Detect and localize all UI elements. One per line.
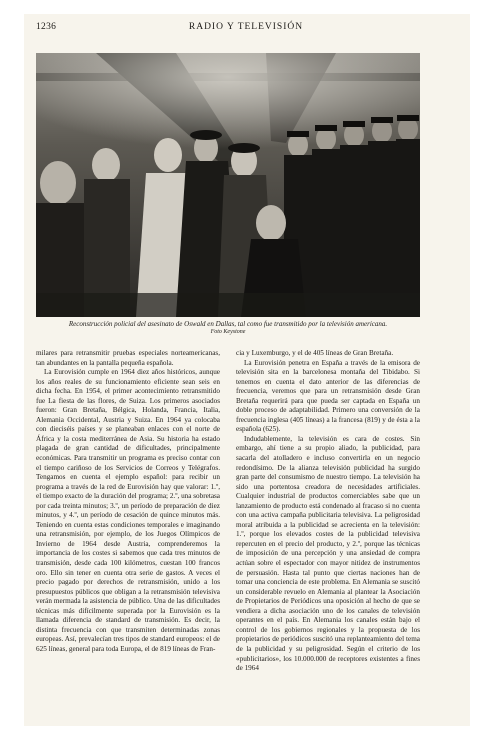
- running-head: [36, 22, 456, 36]
- right-column: [236, 349, 420, 674]
- paragraph: cia y Luxemburgo, y el de 405 líneas de Gran Bretaña.: [236, 349, 394, 357]
- photo-illustration: [36, 53, 420, 317]
- paragraph: La Eurovisión penetra en España a través de la emisora de televisión sita en la barcelonesa montaña del Tibidabo. Si tenemos en cuenta el dato anterior de las diferencias de frecuencia, veremos que para un retransmisión desde Gran Bretaña requerirá para que pueda ser captada en España un doble proceso de adaptabilidad. Primero una conversión de la frecuencia inglesa (405 líneas) a la francesa (819) y de ésta a la española (625).: [236, 358, 420, 434]
- paragraph: milares para retransmitir pruebas especiales norteamericanas, tan abundantes en la pantalla pequeña española.: [36, 349, 220, 367]
- figure-caption: [36, 320, 420, 336]
- left-column: [36, 349, 220, 655]
- running-title: RADIO Y TELEVISIÓN: [188, 22, 304, 32]
- paragraph: Indudablemente, la televisión es cara de costes. Sin embargo, ahí tiene a su propio aliado, la publicidad, para sacarla del atolladero e incluso convertirla en un negocio redondísimo. De la alianza televisión publicidad ha surgido gran parte del consumismo de nuestro tiempo. La televisión ha sido una portentosa creadora de necesidades artificiales. Cualquier industrial de productos comerciables sabe que un lanzamiento de producto está condenado al fracaso si no cuenta con una activa campaña publicitaria televisiva. La peligrosidad moral atribuida a la publicidad se acrecienta en la televisión: 1.º, porque los elevados costes de la publicidad televisiva repercuten en el precio del producto, y 2.º, porque las técnicas de imposición de una percepción y una ansiedad de compra actúan sobre el espectador con mayor nitidez de instrumentos de persuasión. Hasta tal punto que ciertas naciones han de tomar una conciencia de este problema. En Alemania se suscitó un considerable revuelo en Alemania al plantear la Asociación de Propietarios de Periódicos una oposición al hecho de que se vendiera a dicha asociación uno de los canales de televisión operantes en el país. En Alemania los canales están bajo el control de los gobiernos regionales y la propuesta de los propietarios de periódicos suscitó una replanteamiento del tema de la publicidad y su peligrosidad. Según el criterio de los «publicitarios», los 10.000.000 de receptores existentes a fines de 1964: [236, 434, 420, 673]
- news-photograph: [36, 53, 420, 317]
- page-number: 1236: [36, 22, 57, 32]
- article-body: [36, 349, 420, 725]
- photo-credit: Foto Keystone: [210, 329, 246, 335]
- paragraph: La Eurovisión cumple en 1964 diez años históricos, aunque los años reales de su funcionamiento eficiente sean seis en dicha fecha. En 1954, el primer acontecimiento retransmitido fue La fiesta de las flores, de Suiza. Los primeros asociados fueron: Gran Bretaña, Bélgica, Holanda, Francia, Italia, Alemania Occidental, Austria y Suiza. En 1964 ya colocaba con dieciséis países y se planeaban enlaces con el norte de África y la costa mediterránea de Asia. Su historia ha estado plagada de gran cantidad de dificultades, principalmente económicas. Para transmitir un programa es preciso contar con el tiempo cariñoso de los Servicios de Correos y Telégrafos. Tengamos en cuenta el ejemplo español: para recibir un programa a través de la red de Eurovisión hay que valorar: 1.º, el tiempo exacto de la duración del programa; 2.º, una sobretasa por cada treinta minutos; 3.º, un período de preparación de diez minutos, y 4.º, un período de cesación de quince minutos más. Teniendo en cuenta estas condiciones temporales e imaginando una retransmisión, por ejemplo, de los Juegos Olímpicos de Invierno de 1964 desde Austria, comprenderemos la importancia de los costes si sabemos que cada tres minutos de transmisión, desde cada 100 kilómetros, cuestan 100 francos oro. Ello sin tener en cuenta otra serie de gastos. A veces el precio pagado por derechos de retransmisión, unido a los presupuestos públicos que obligan a la retransmisión televisiva verán mermada la asistencia de público. Una de las dificultades técnicas más difícilmente superada por la Eurovisión es la llamada diferencia de standard de transmisión. Es decir, la distinta frecuencia con que transmiten determinadas zonas europeas. Así, prevalecían tres tipos de standard europeos: el de 625 líneas, general para toda Europa, el de 819 líneas de Fran-: [36, 368, 220, 653]
- caption-text: Reconstrucción policial del asesinato de Oswald en Dallas, tal como fue transmitido por la televisión americana.: [68, 320, 388, 328]
